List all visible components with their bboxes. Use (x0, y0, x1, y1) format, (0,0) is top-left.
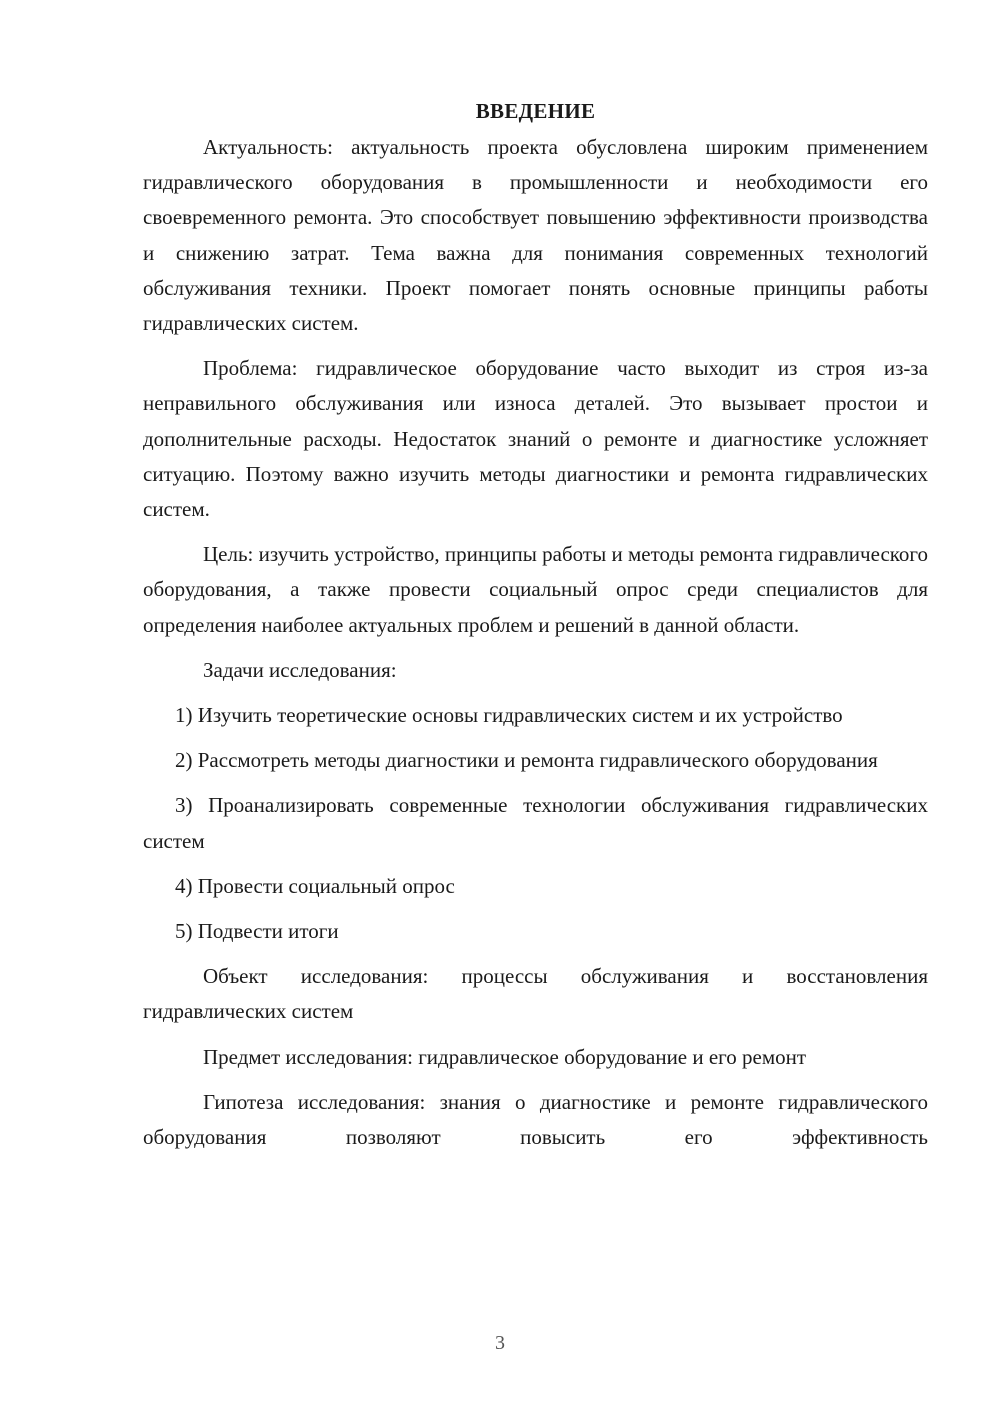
paragraph-subject: Предмет исследования: гидравлическое оборудование и его ремонт (203, 1044, 807, 1069)
page-number: 3 (495, 1332, 505, 1354)
paragraph-object: Объект исследования: процессы обслуживания и восстановления гидравлических систем (143, 964, 928, 1024)
section-title: ВВЕДЕНИЕ (475, 99, 596, 123)
paragraph-problem: Проблема: гидравлическое оборудование часто выходит из строя из-за неправильного обслуживания или износа деталей. Это вызывает простои и дополнительные расходы. Недостаток знаний о ремонте и диагностике усложняет ситуацию. Поэтому важно изучить методы диагностики и ремонта гидравлических систем. (143, 356, 928, 522)
paragraph-goal: Цель: изучить устройство, принципы работы и методы ремонта гидравлического оборудования, а также провести социальный опрос среди специалистов для определения наиболее актуальных проблем и решений в данной области. (143, 542, 928, 637)
document-page (143, 96, 928, 1165)
tasks-heading: Задачи исследования: (203, 657, 397, 682)
task-item: 5) Подвести итоги (175, 919, 339, 944)
task-item: 1) Изучить теоретические основы гидравлических систем и их устройство (175, 703, 843, 728)
paragraph-relevance: Актуальность: актуальность проекта обусловлена широким применением гидравлического оборудования в промышленности и необходимости его своевременного ремонта. Это способствует повышению эффективности производства и снижению затрат. Тема важна для понимания современных технологий обслуживания техники. Проект помогает понять основные принципы работы гидравлических систем. (143, 135, 928, 336)
task-item: 3) Проанализировать современные технологии обслуживания гидравлических систем (143, 793, 928, 853)
tasks-list (143, 698, 928, 949)
task-item: 2) Рассмотреть методы диагностики и ремонта гидравлического оборудования (175, 748, 878, 773)
task-item: 4) Провести социальный опрос (175, 873, 455, 898)
paragraph-hypothesis: Гипотеза исследования: знания о диагностике и ремонте гидравлического оборудования позволяют повысить его эффективность (143, 1089, 928, 1150)
